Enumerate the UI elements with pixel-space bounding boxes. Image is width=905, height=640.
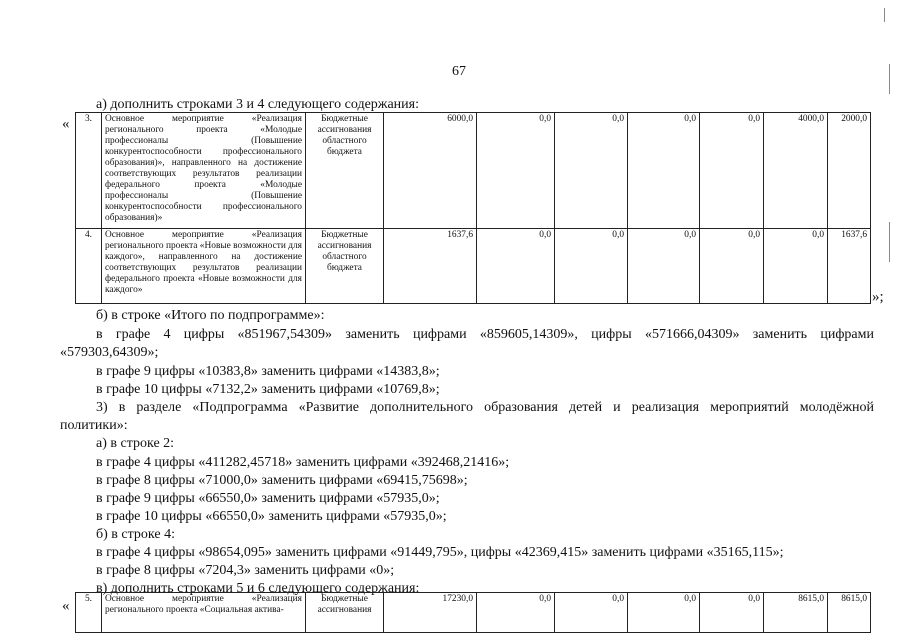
value-cell: 0,0 xyxy=(628,113,700,229)
scan-mark-bottom xyxy=(889,222,890,262)
paragraph: «579303,64309»; xyxy=(60,345,159,360)
paragraph: б) в строке 4: xyxy=(96,527,175,542)
paragraph: а) в строке 2: xyxy=(96,436,175,451)
paragraph: в графе 10 цифры «7132,2» заменить цифрами «10769,8»; xyxy=(96,382,440,397)
value-cell: 0,0 xyxy=(700,593,764,633)
value-cell: 8615,0 xyxy=(828,593,871,633)
row-number: 5. xyxy=(76,593,102,633)
paragraph: в графе 9 цифры «66550,0» заменить цифрами «57935,0»; xyxy=(96,491,440,506)
scan-mark-top xyxy=(884,8,885,22)
page-number: 67 xyxy=(452,64,466,79)
paragraph: в графе 4 цифры «411282,45718» заменить цифрами «392468,21416»; xyxy=(96,455,510,470)
paragraph: б) в строке «Итого по подпрограмме»: xyxy=(96,308,325,323)
value-cell: 0,0 xyxy=(555,229,628,304)
funding-source: Бюджетные ассигнования областного бюджета xyxy=(306,113,384,229)
table-row xyxy=(76,229,871,304)
table-row xyxy=(76,593,871,633)
budget-table-top xyxy=(75,112,871,304)
value-cell: 0,0 xyxy=(555,593,628,633)
value-cell: 1637,6 xyxy=(828,229,871,304)
funding-source: Бюджетные ассигнования областного бюджета xyxy=(306,229,384,304)
paragraph: 3) в разделе «Подпрограмма «Развитие дополнительного образования детей и реализация мероприятий молодёжной xyxy=(96,400,874,415)
paragraph: в) дополнить строками 5 и 6 следующего содержания: xyxy=(96,581,420,596)
value-cell: 0,0 xyxy=(700,229,764,304)
row-number: 4. xyxy=(76,229,102,304)
open-quote-top: « xyxy=(62,116,70,132)
value-cell: 6000,0 xyxy=(384,113,477,229)
table-row xyxy=(76,113,871,229)
funding-source: Бюджетные ассигнования xyxy=(306,593,384,633)
value-cell: 0,0 xyxy=(628,229,700,304)
value-cell: 17230,0 xyxy=(384,593,477,633)
paragraph: в графе 10 цифры «66550,0» заменить цифрами «57935,0»; xyxy=(96,509,447,524)
row-number: 3. xyxy=(76,113,102,229)
intro-line: а) дополнить строками 3 и 4 следующего содержания: xyxy=(96,97,419,112)
paragraph: в графе 4 цифры «851967,54309» заменить цифрами «859605,14309», цифры «571666,04309» заменить цифрами xyxy=(96,327,874,342)
value-cell: 0,0 xyxy=(477,113,555,229)
value-cell: 0,0 xyxy=(700,113,764,229)
value-cell: 1637,6 xyxy=(384,229,477,304)
paragraph: в графе 8 цифры «7204,3» заменить цифрами «0»; xyxy=(96,563,395,578)
paragraph: в графе 9 цифры «10383,8» заменить цифрами «14383,8»; xyxy=(96,364,440,379)
value-cell: 0,0 xyxy=(555,113,628,229)
value-cell: 4000,0 xyxy=(764,113,828,229)
value-cell: 2000,0 xyxy=(828,113,871,229)
row-description: Основное мероприятие «Реализация регионального проекта «Новые возможности для каждого», направленного на достижение соответствующих результатов реализации федерального проекта «Новые возможности для каждого» xyxy=(102,229,306,304)
close-quote: »; xyxy=(872,289,884,305)
value-cell: 0,0 xyxy=(477,593,555,633)
value-cell: 0,0 xyxy=(628,593,700,633)
open-quote-bottom: « xyxy=(62,598,70,614)
budget-table-bottom xyxy=(75,592,871,633)
value-cell: 0,0 xyxy=(477,229,555,304)
row-description: Основное мероприятие «Реализация регионального проекта «Социальная актива- xyxy=(102,593,306,633)
paragraph: в графе 4 цифры «98654,095» заменить цифрами «91449,795», цифры «42369,415» заменить цифрами «35165,115»; xyxy=(96,545,784,560)
row-description: Основное мероприятие «Реализация регионального проекта «Молодые профессионалы (Повышение конкурентоспособности профессионального образования)», направленного на достижение соответствующих результатов реализации федерального проекта «Молодые профессионалы (Повышение конкурентоспособности профессионального образования)» xyxy=(102,113,306,229)
paragraph: в графе 8 цифры «71000,0» заменить цифрами «69415,75698»; xyxy=(96,473,468,488)
value-cell: 0,0 xyxy=(764,229,828,304)
paragraph: политики»: xyxy=(60,418,128,433)
value-cell: 8615,0 xyxy=(764,593,828,633)
scan-mark-middle xyxy=(889,64,890,94)
